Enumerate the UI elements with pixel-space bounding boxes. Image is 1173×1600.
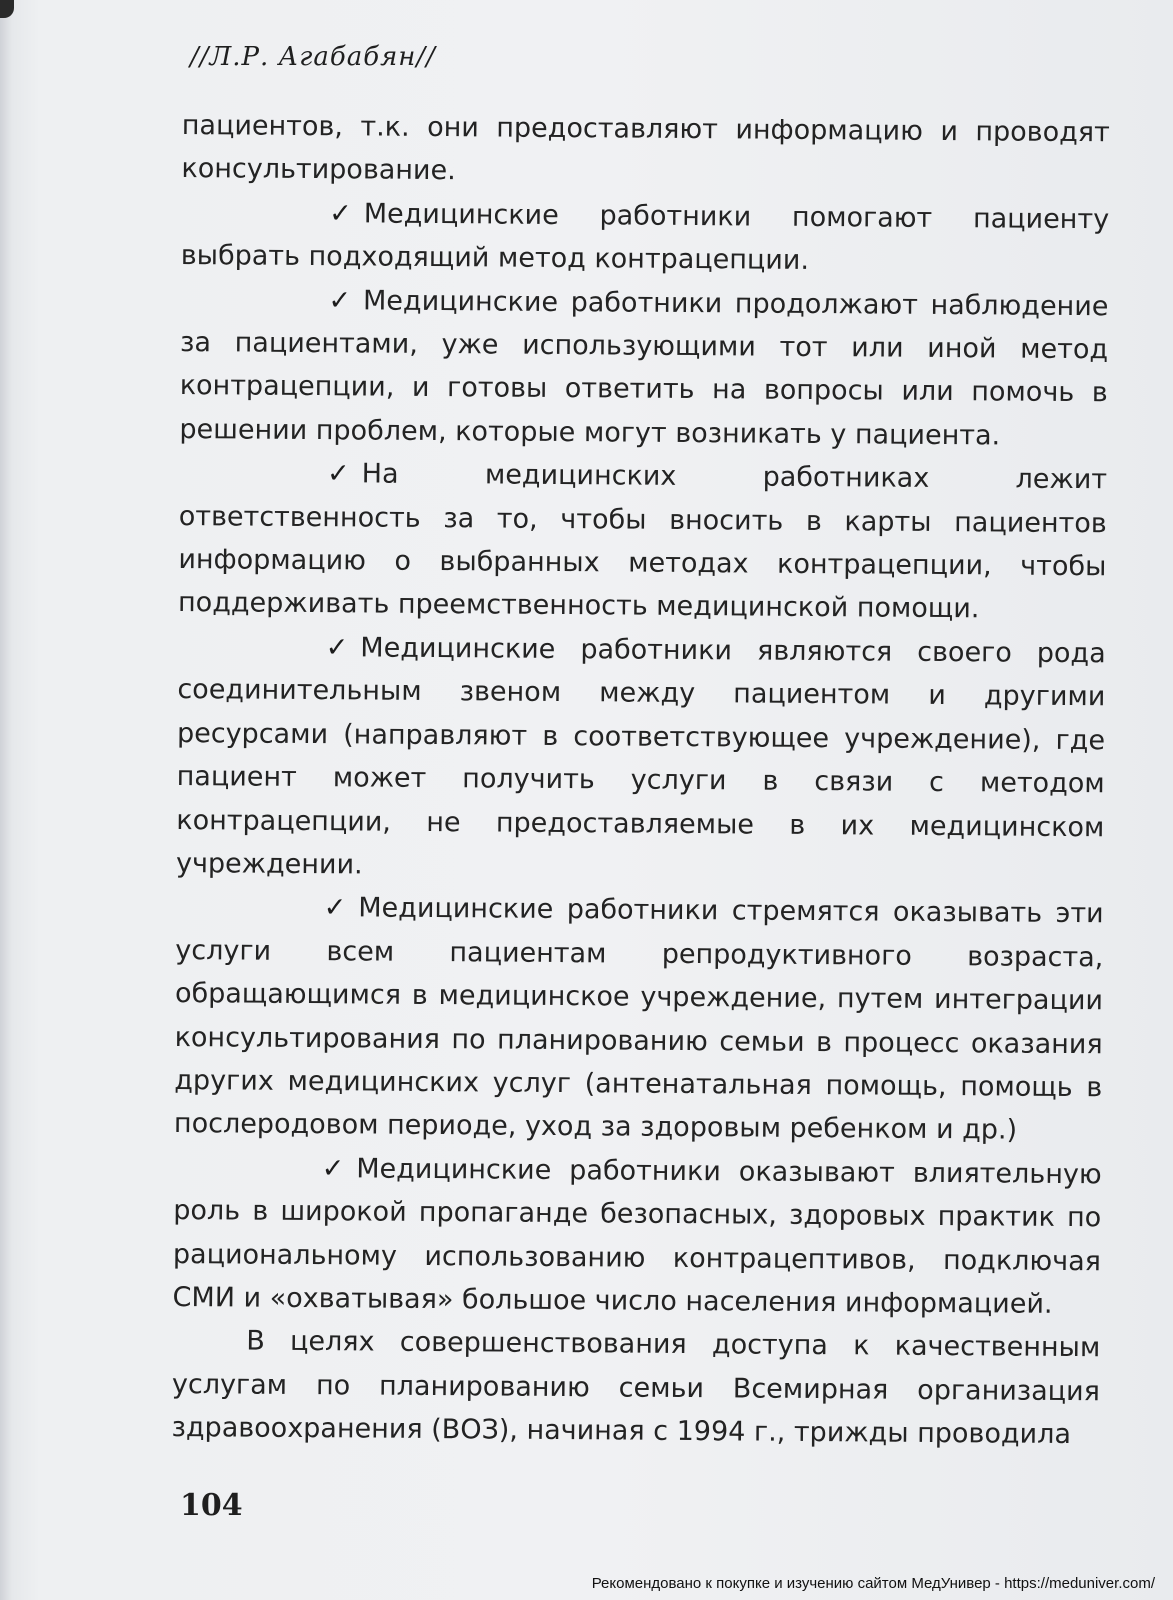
checkmark-icon: ✓ [325,632,349,664]
bullet-text: Медицинские работники являются своего рода соединительным звеном между пациентом и другими ресурсами (направляют в соответствующее учреждение), где пациент может получить услуги в связи с методом контрацепции, не предоставляемые в их медицинском учреждении. [175,632,1106,881]
checkmark-icon: ✓ [328,284,352,316]
closing-paragraph: В целях совершенствования доступа к качественным услугам по планированию семьи Всемирная организация здравоохранения (ВОЗ), начиная с 1994 г., трижды проводила [171,1325,1101,1451]
checkmark-icon: ✓ [321,1152,345,1185]
page-number: 104 [180,1488,243,1523]
bullet-item [172,1146,1101,1327]
bullet-text: Медицинские работники помогают пациенту выбрать подходящий метод контрацепции. [180,198,1110,277]
bullet-item [178,451,1107,632]
checkmark-icon: ✓ [329,197,352,230]
bullet-item [176,625,1106,893]
page-corner-mark [0,0,14,18]
bullet-text: Медицинские работники оказывают влиятельную роль в широкой пропаганде безопасных, здоровых практик по рациональному использованию контрацептивов, подключая СМИ и «охватывая» большое число населения информацией. [172,1153,1102,1320]
bullet-item [179,278,1108,459]
opening-fragment: пациентов, т.к. они предоставляют информацию и проводят консультирование. [181,109,1110,187]
bullet-item [174,885,1104,1153]
bullet-item [181,191,1110,285]
bullet-text: Медицинские работники продолжают наблюдение за пациентами, уже использующими тот или иной метод контрацепции, и готовы ответить на вопросы или помочь в решении проблем, которые могут возникать у пациента. [179,285,1109,452]
bullet-text: Медицинские работники стремятся оказывать эти услуги всем пациентам репродуктивного возраста, обращающимся в медицинское учреждение, путем интеграции консультирования по планированию семьи в процесс оказания других медицинских услуг (антенатальная помощь, помощь в послеродовом периоде, уход за здоровым ребенком и др.) [173,892,1104,1146]
page-body [171,104,1110,1457]
watermark-footer: Рекомендовано к покупке и изучению сайтом МедУнивер - https://meduniver.com/ [591,1575,1155,1592]
checkmark-icon: ✓ [323,892,347,924]
checkmark-icon: ✓ [326,458,350,490]
bullet-text: На медицинских работниках лежит ответственность за то, чтобы вносить в карты пациентов информацию о выбранных методах контрацепции, чтобы поддерживать преемственность медицинской помощи. [177,458,1108,625]
running-head: //Л.Р. Агабабян// [190,42,436,72]
